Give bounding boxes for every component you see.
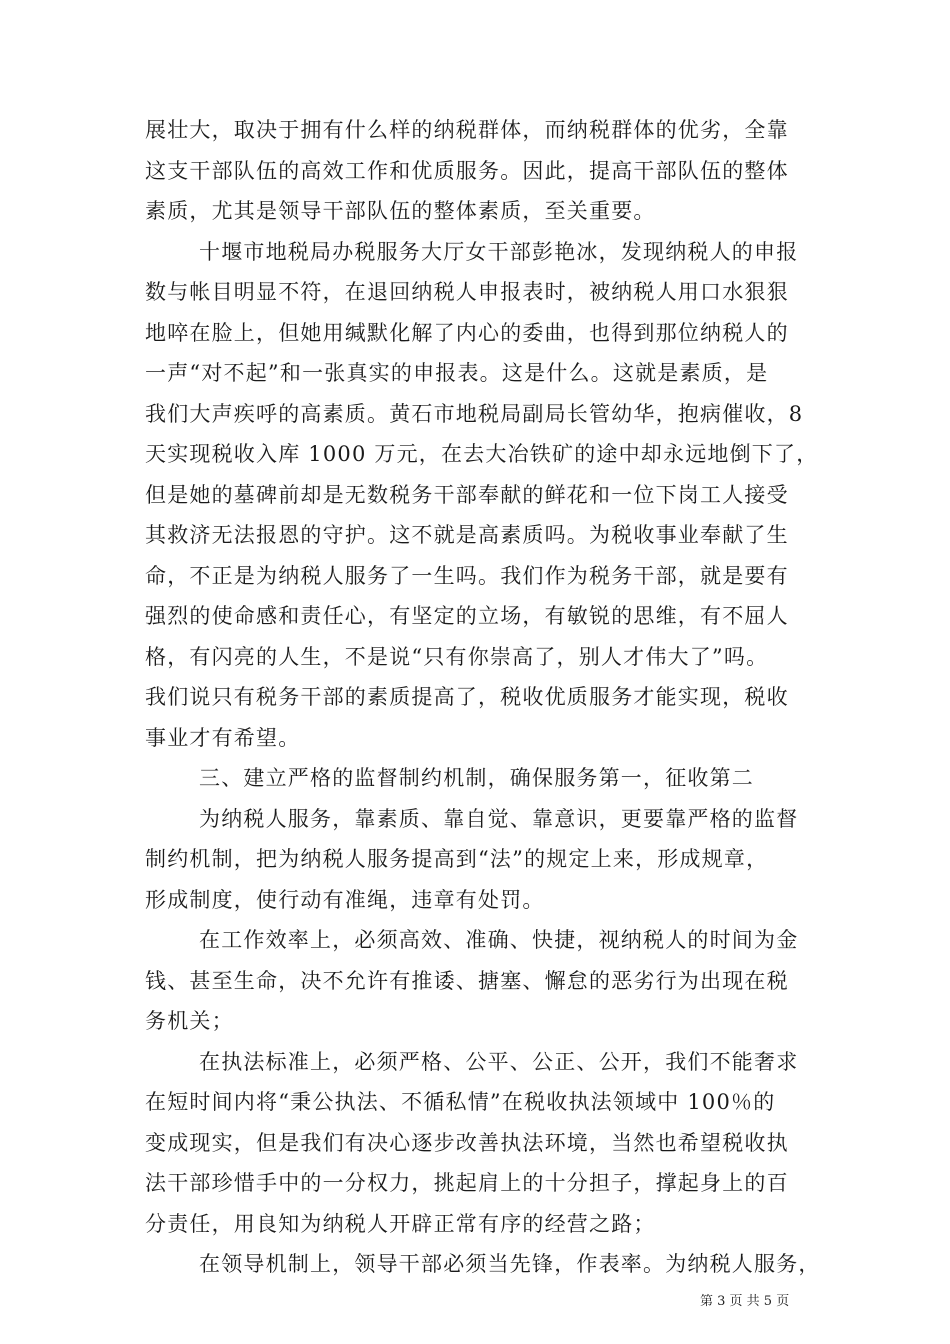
text-line: 事业才有希望。 (145, 725, 301, 750)
document-body (145, 110, 825, 1285)
text-line: 这支干部队伍的高效工作和优质服务。因此，提高干部队伍的整体 (145, 158, 789, 183)
text-line: 变成现实，但是我们有决心逐步改善执法环境，当然也希望税收执 (145, 1130, 789, 1155)
page-number: 第 3 页 共 5 页 (700, 1294, 790, 1309)
text-line: 格，有闪亮的人生，不是说“只有你崇高了，别人才伟大了”吗。 (145, 644, 769, 669)
text-line: 命，不正是为纳税人服务了一生吗。我们作为税务干部，就是要有 (145, 563, 789, 588)
paragraph-first-line: 在执法标准上，必须严格、公平、公正、公开，我们不能奢求 (199, 1049, 799, 1074)
text-line: 我们说只有税务干部的素质提高了，税收优质服务才能实现，税收 (145, 685, 789, 709)
paragraph-first-line: 在工作效率上，必须高效、准确、快捷，视纳税人的时间为金 (199, 928, 799, 952)
text-line: 但是她的墓碑前却是无数税务干部奉献的鲜花和一位下岗工人接受 (145, 482, 789, 507)
text-line: 钱、甚至生命，决不允许有推诿、搪塞、懈怠的恶劣行为出现在税 (145, 968, 789, 993)
text-line: 法干部珍惜手中的一分权力，挑起肩上的十分担子，撑起身上的百 (145, 1171, 789, 1195)
text-line: 数与帐目明显不符，在退回纳税人申报表时，被纳税人用口水狠狠 (145, 280, 789, 304)
text-line: 展壮大，取决于拥有什么样的纳税群体，而纳税群体的优劣，全靠 (145, 118, 789, 142)
text-line: 地啐在脸上，但她用缄默化解了内心的委曲，也得到那位纳税人的 (145, 320, 789, 345)
paragraph-first-line: 为纳税人服务，靠素质、靠自觉、靠意识，更要靠严格的监督 (199, 806, 799, 831)
text-line: 我们大声疾呼的高素质。黄石市地税局副局长管幼华，抱病催收，8 (145, 401, 804, 426)
text-line: 分责任，用良知为纳税人开辟正常有序的经营之路； (145, 1211, 656, 1236)
text-line: 在短时间内将“秉公执法、不循私情”在税收执法领域中 100％的 (145, 1090, 776, 1114)
text-line: 务机关； (145, 1009, 234, 1033)
text-line: 天实现税收入库 1000 万元，在去大冶铁矿的途中却永远地倒下了， (145, 442, 819, 466)
text-line: 强烈的使命感和责任心，有坚定的立场，有敏锐的思维，有不屈人 (145, 604, 789, 628)
paragraph-first-line: 十堰市地税局办税服务大厅女干部彭艳冰，发现纳税人的申报 (199, 239, 799, 264)
paragraph-first-line: 在领导机制上，领导干部必须当先锋，作表率。为纳税人服务， (199, 1252, 821, 1276)
text-line: 形成制度，使行动有准绳，违章有处罚。 (145, 887, 545, 912)
text-line: 其救济无法报恩的守护。这不就是高素质吗。为税收事业奉献了生 (145, 523, 789, 547)
section-heading: 三、建立严格的监督制约机制，确保服务第一，征收第二 (199, 766, 754, 790)
text-line: 制约机制，把为纳税人服务提高到“法”的规定上来，形成规章， (145, 847, 769, 871)
text-line: 素质，尤其是领导干部队伍的整体素质，至关重要。 (145, 199, 656, 223)
text-line: 一声“对不起”和一张真实的申报表。这是什么。这就是素质，是 (145, 361, 769, 385)
